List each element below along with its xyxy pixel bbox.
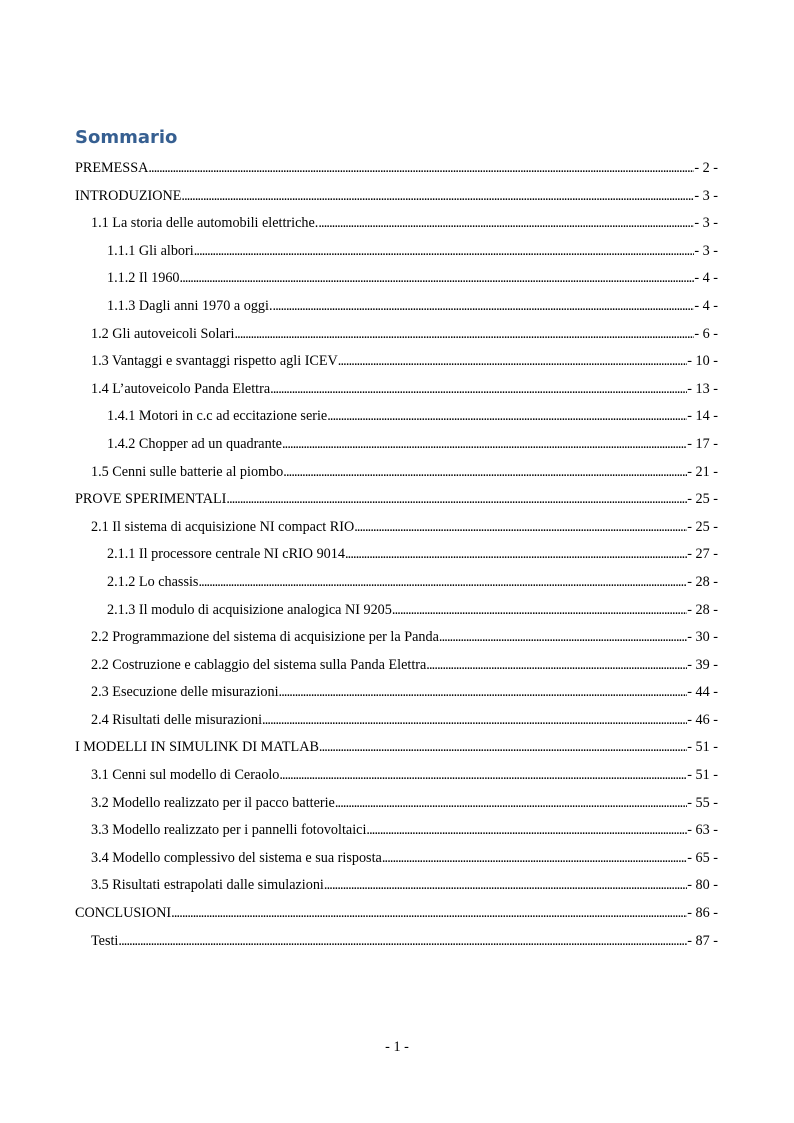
toc-dot-leader — [262, 707, 687, 735]
toc-entry-text: PROVE SPERIMENTALI — [75, 491, 227, 508]
toc-entry-text: 1.1.2 Il 1960 — [107, 270, 180, 287]
toc-dot-leader — [335, 790, 687, 818]
toc-entry-page: - 44 - — [687, 684, 718, 701]
toc-entry-3-2[interactable] — [75, 790, 718, 818]
toc-entry-page: - 39 - — [687, 656, 718, 673]
toc-entry-conclusioni[interactable] — [75, 900, 718, 928]
toc-entry-1-4-2[interactable] — [75, 431, 718, 459]
toc-entry-premessa[interactable] — [75, 155, 718, 183]
toc-dot-leader — [198, 569, 687, 597]
toc-entry-text: 2.4 Risultati delle misurazioni — [91, 711, 263, 728]
toc-entry-page: - 17 - — [687, 435, 718, 452]
toc-dot-leader — [118, 928, 687, 956]
toc-entry-text: 1.1.3 Dagli anni 1970 a oggi. — [107, 297, 273, 314]
toc-dot-leader — [282, 431, 687, 459]
toc-entry-page: - 25 - — [687, 518, 718, 535]
toc-entry-text: 1.3 Vantaggi e svantaggi rispetto agli ICEV — [91, 353, 338, 370]
toc-entry-prove-sperimentali[interactable] — [75, 486, 718, 514]
toc-entry-text: 2.1 Il sistema di acquisizione NI compact RIO — [91, 518, 355, 535]
toc-dot-leader — [148, 155, 694, 183]
toc-entry-testi[interactable] — [75, 928, 718, 956]
toc-entry-page: - 51 - — [687, 767, 718, 784]
toc-entry-page: - 86 - — [687, 905, 718, 922]
toc-entry-text: 1.1.1 Gli albori — [107, 242, 194, 259]
toc-entry-text: 1.5 Cenni sulle batterie al piombo — [91, 463, 284, 480]
toc-dot-leader — [392, 597, 687, 625]
toc-entry-text: INTRODUZIONE — [75, 187, 182, 204]
toc-entry-page: - 14 - — [687, 408, 718, 425]
toc-dot-leader — [171, 900, 687, 928]
toc-entry-page: - 51 - — [687, 739, 718, 756]
toc-entry-text: 2.2 Costruzione e cablaggio del sistema sulla Panda Elettra — [91, 656, 427, 673]
toc-entry-text: 3.2 Modello realizzato per il pacco batterie — [91, 794, 335, 811]
toc-dot-leader — [319, 734, 687, 762]
toc-dot-leader — [194, 238, 695, 266]
toc-entry-page: - 28 - — [687, 573, 718, 590]
toc-entry-text: 1.4 L’autoveicolo Panda Elettra — [91, 380, 271, 397]
toc-entry-page: - 13 - — [687, 380, 718, 397]
toc-entry-2-1-3[interactable] — [75, 597, 718, 625]
toc-entry-3-5[interactable] — [75, 872, 718, 900]
toc-entry-2-1-2[interactable] — [75, 569, 718, 597]
toc-entry-1-1[interactable] — [75, 210, 718, 238]
toc-entry-text: 1.4.2 Chopper ad un quadrante — [107, 435, 282, 452]
toc-entry-page: - 30 - — [687, 629, 718, 646]
toc-entry-2-2-programmazione[interactable] — [75, 624, 718, 652]
toc-entry-2-3[interactable] — [75, 679, 718, 707]
toc-entry-page: - 80 - — [687, 877, 718, 894]
toc-entry-text: 2.2 Programmazione del sistema di acquisizione per la Panda — [91, 629, 439, 646]
toc-entry-page: - 6 - — [694, 325, 718, 342]
toc-entry-modelli-simulink[interactable] — [75, 734, 718, 762]
toc-entry-page: - 55 - — [687, 794, 718, 811]
toc-dot-leader — [279, 762, 687, 790]
toc-dot-leader — [234, 321, 694, 349]
toc-entry-1-1-3[interactable] — [75, 293, 718, 321]
toc-dot-leader — [270, 376, 687, 404]
toc-dot-leader — [324, 872, 687, 900]
toc-entry-page: - 3 - — [694, 215, 718, 232]
table-of-contents — [75, 155, 718, 955]
toc-dot-leader — [226, 486, 687, 514]
toc-entry-page: - 4 - — [694, 270, 718, 287]
toc-dot-leader — [318, 210, 694, 238]
toc-entry-page: - 65 - — [687, 849, 718, 866]
toc-entry-page: - 4 - — [694, 297, 718, 314]
toc-entry-1-3[interactable] — [75, 348, 718, 376]
toc-entry-text: CONCLUSIONI — [75, 905, 172, 922]
toc-entry-page: - 3 - — [694, 242, 718, 259]
toc-entry-2-1-1[interactable] — [75, 541, 718, 569]
toc-dot-leader — [354, 514, 687, 542]
toc-entry-text: 3.3 Modello realizzato per i pannelli fotovoltaici — [91, 822, 367, 839]
toc-entry-text: 2.1.2 Lo chassis — [107, 573, 199, 590]
toc-entry-2-2-costruzione[interactable] — [75, 652, 718, 680]
toc-dot-leader — [273, 293, 695, 321]
toc-dot-leader — [283, 459, 687, 487]
toc-entry-page: - 10 - — [687, 353, 718, 370]
toc-entry-page: - 3 - — [694, 187, 718, 204]
toc-dot-leader — [338, 348, 687, 376]
toc-entry-text: PREMESSA — [75, 160, 149, 176]
toc-dot-leader — [181, 183, 694, 211]
toc-dot-leader — [366, 817, 687, 845]
toc-entry-1-1-2[interactable] — [75, 265, 718, 293]
toc-entry-3-4[interactable] — [75, 845, 718, 873]
toc-entry-page: - 87 - — [687, 932, 718, 949]
toc-entry-2-1[interactable] — [75, 514, 718, 542]
toc-entry-page: - 2 - — [694, 160, 718, 176]
toc-entry-2-4[interactable] — [75, 707, 718, 735]
toc-entry-page: - 28 - — [687, 601, 718, 618]
toc-dot-leader — [426, 652, 687, 680]
toc-entry-text: 3.4 Modello complessivo del sistema e sua risposta — [91, 849, 382, 866]
toc-entry-text: 1.1 La storia delle automobili elettriche. — [91, 215, 319, 232]
toc-entry-page: - 63 - — [687, 822, 718, 839]
toc-entry-1-5[interactable] — [75, 459, 718, 487]
toc-entry-text: 2.3 Esecuzione delle misurazioni — [91, 684, 279, 701]
toc-dot-leader — [439, 624, 687, 652]
toc-entry-3-1[interactable] — [75, 762, 718, 790]
toc-dot-leader — [180, 265, 695, 293]
toc-entry-text: Testi — [91, 932, 119, 949]
toc-entry-text: 3.5 Risultati estrapolati dalle simulazioni — [91, 877, 324, 894]
toc-entry-3-3[interactable] — [75, 817, 718, 845]
toc-entry-text: 1.2 Gli autoveicoli Solari — [91, 325, 235, 342]
toc-entry-page: - 25 - — [687, 491, 718, 508]
toc-entry-text: 3.1 Cenni sul modello di Ceraolo — [91, 767, 280, 784]
toc-entry-page: - 46 - — [687, 711, 718, 728]
toc-entry-page: - 21 - — [687, 463, 718, 480]
toc-entry-text: 1.4.1 Motori in c.c ad eccitazione serie — [107, 408, 328, 425]
page-number: - 1 - — [385, 1039, 409, 1055]
toc-entry-text: 2.1.1 Il processore centrale NI cRIO 9014 — [107, 546, 345, 563]
toc-dot-leader — [345, 541, 687, 569]
toc-entry-introduzione[interactable] — [75, 183, 718, 211]
toc-dot-leader — [279, 679, 688, 707]
toc-entry-text: I MODELLI IN SIMULINK DI MATLAB — [75, 739, 319, 756]
toc-dot-leader — [382, 845, 687, 873]
toc-entry-page: - 27 - — [687, 546, 718, 563]
toc-entry-1-2[interactable] — [75, 321, 718, 349]
toc-entry-1-4[interactable] — [75, 376, 718, 404]
toc-dot-leader — [327, 403, 687, 431]
toc-entry-1-1-1[interactable] — [75, 238, 718, 266]
toc-entry-text: 2.1.3 Il modulo di acquisizione analogica NI 9205 — [107, 601, 392, 618]
toc-entry-1-4-1[interactable] — [75, 403, 718, 431]
toc-title: Sommario — [75, 127, 178, 148]
